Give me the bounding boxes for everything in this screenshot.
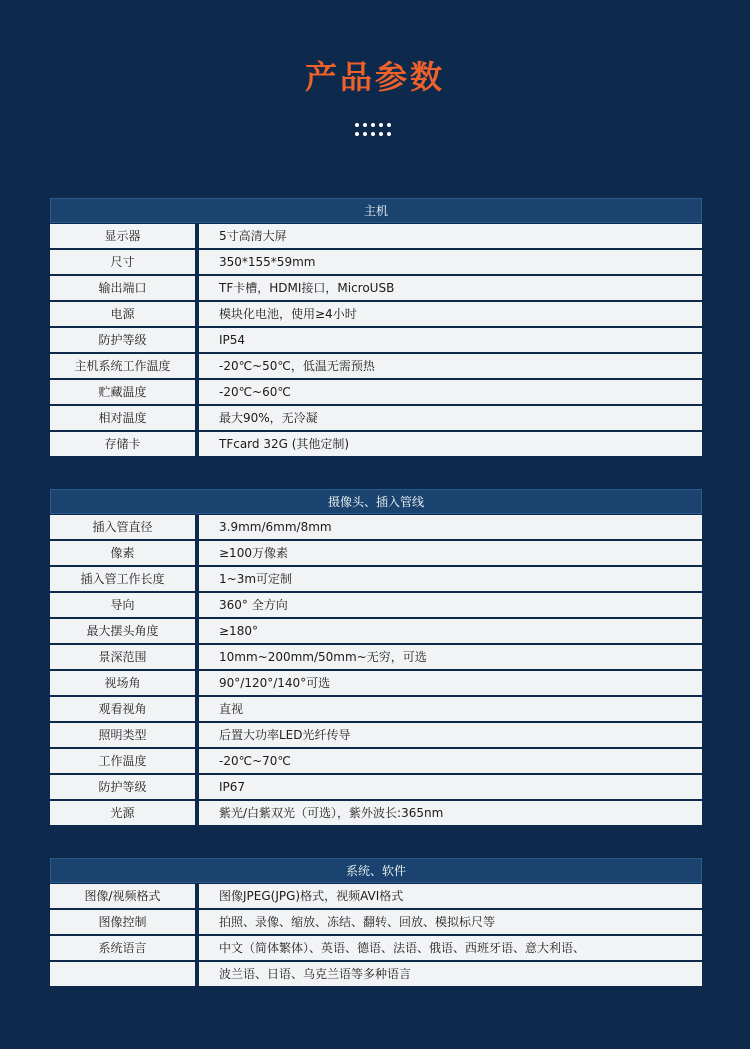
row-value: 图像JPEG(JPG)格式，视频AVI格式 [199, 884, 702, 908]
table-row [50, 935, 702, 961]
table-row [50, 514, 702, 540]
row-value: 中文（简体繁体）、英语、德语、法语、俄语、西班牙语、意大利语、 [199, 936, 702, 960]
dot [371, 123, 375, 127]
row-label: 主机系统工作温度 [50, 354, 195, 378]
row-label: 景深范围 [50, 645, 195, 669]
row-value: TF卡槽，HDMI接口，MicroUSB [199, 276, 702, 300]
row-value: 波兰语、日语、乌克兰语等多种语言 [199, 962, 702, 986]
table-row [50, 670, 702, 696]
row-value: 后置大功率LED光纤传导 [199, 723, 702, 747]
table-row [50, 327, 702, 353]
section-heading: 系统、软件 [50, 858, 702, 883]
row-value: 360° 全方向 [199, 593, 702, 617]
row-label: 插入管工作长度 [50, 567, 195, 591]
row-label: 系统语言 [50, 936, 195, 960]
table-row [50, 223, 702, 249]
row-value: 5寸高清大屏 [199, 224, 702, 248]
table-row [50, 592, 702, 618]
row-label: 光源 [50, 801, 195, 825]
row-label: 贮藏温度 [50, 380, 195, 404]
row-value: 1~3m可定制 [199, 567, 702, 591]
table-row [50, 353, 702, 379]
table-row [50, 275, 702, 301]
table-row [50, 909, 702, 935]
section-heading: 摄像头、插入管线 [50, 489, 702, 514]
row-label: 插入管直径 [50, 515, 195, 539]
table-row [50, 774, 702, 800]
row-value: TFcard 32G (其他定制) [199, 432, 702, 456]
table-row [50, 405, 702, 431]
dot [379, 132, 383, 136]
decorative-dots [355, 123, 397, 139]
row-label: 像素 [50, 541, 195, 565]
section-host [50, 198, 702, 457]
table-row [50, 618, 702, 644]
table-row [50, 379, 702, 405]
row-label: 导向 [50, 593, 195, 617]
table-row [50, 696, 702, 722]
dot [387, 132, 391, 136]
section-camera [50, 489, 702, 826]
row-value: 3.9mm/6mm/8mm [199, 515, 702, 539]
row-value: 拍照、录像、缩放、冻结、翻转、回放、模拟标尺等 [199, 910, 702, 934]
dot [363, 123, 367, 127]
row-value: ≥180° [199, 619, 702, 643]
row-value: 模块化电池，使用≥4小时 [199, 302, 702, 326]
row-label: 防护等级 [50, 328, 195, 352]
dot [387, 123, 391, 127]
table-row [50, 800, 702, 826]
row-value: 直视 [199, 697, 702, 721]
table-row [50, 722, 702, 748]
row-label: 图像控制 [50, 910, 195, 934]
table-row [50, 644, 702, 670]
table-row [50, 883, 702, 909]
row-label: 尺寸 [50, 250, 195, 274]
table-row [50, 249, 702, 275]
row-label: 存储卡 [50, 432, 195, 456]
table-row [50, 431, 702, 457]
dot [363, 132, 367, 136]
page-title: 产品参数 [304, 58, 445, 96]
row-label: 观看视角 [50, 697, 195, 721]
row-label: 相对温度 [50, 406, 195, 430]
row-value: IP67 [199, 775, 702, 799]
dot [355, 132, 359, 136]
row-value: 90°/120°/140°可选 [199, 671, 702, 695]
table-row [50, 748, 702, 774]
row-value: 10mm~200mm/50mm~无穷，可选 [199, 645, 702, 669]
row-value: IP54 [199, 328, 702, 352]
table-row [50, 301, 702, 327]
row-label: 电源 [50, 302, 195, 326]
section-heading: 主机 [50, 198, 702, 223]
table-row [50, 540, 702, 566]
row-label: 视场角 [50, 671, 195, 695]
row-value: 最大90%，无冷凝 [199, 406, 702, 430]
row-label: 工作温度 [50, 749, 195, 773]
row-label: 防护等级 [50, 775, 195, 799]
row-value: 紫光/白紫双光（可选），紫外波长:365nm [199, 801, 702, 825]
row-label: 显示器 [50, 224, 195, 248]
dot [371, 132, 375, 136]
dot [379, 123, 383, 127]
row-label [50, 962, 195, 986]
row-label: 照明类型 [50, 723, 195, 747]
row-value: 350*155*59mm [199, 250, 702, 274]
row-label: 图像/视频格式 [50, 884, 195, 908]
row-label: 输出端口 [50, 276, 195, 300]
table-row [50, 961, 702, 987]
dot [355, 123, 359, 127]
row-value: -20℃~70℃ [199, 749, 702, 773]
row-value: -20℃~50℃，低温无需预热 [199, 354, 702, 378]
row-label: 最大摆头角度 [50, 619, 195, 643]
section-software [50, 858, 702, 987]
table-row [50, 566, 702, 592]
row-value: -20℃~60℃ [199, 380, 702, 404]
row-value: ≥100万像素 [199, 541, 702, 565]
